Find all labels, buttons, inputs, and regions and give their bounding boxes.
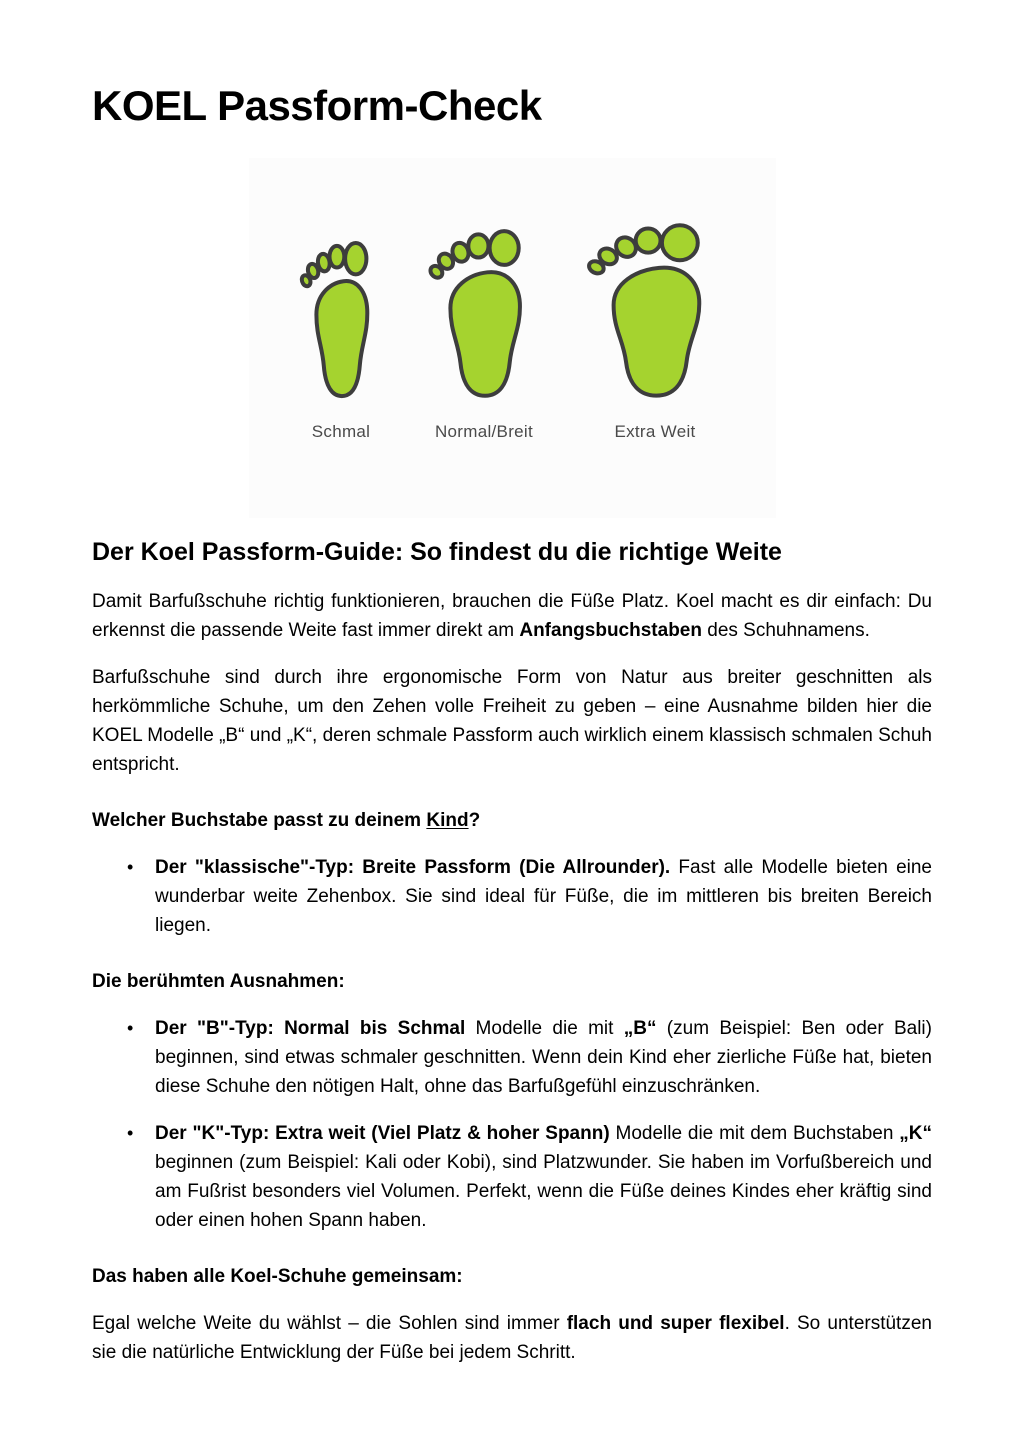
bold-text-letter-k: „K“ — [899, 1123, 932, 1145]
bold-text-anfangsbuchstaben: Anfangsbuchstaben — [519, 620, 702, 642]
text-segment: (zum Beispiel: Ben oder Bali) beginnen, sind etwas schmaler geschnitten. Wenn dein Kind eher zierliche Füße hat, bieten diese Schuhe den nötigen Halt, ohne das Barfußgefühl einzuschränken. — [155, 1018, 932, 1098]
list-item-k-typ — [125, 1119, 932, 1235]
feet-row — [249, 222, 776, 442]
foot-width-label-schmal: Schmal — [311, 422, 371, 442]
foot-figure-schmal — [300, 240, 382, 442]
bold-text-lead: Der "K"-Typ: Extra weit (Viel Platz & hoher Spann) — [155, 1123, 610, 1145]
footprint-schmal-icon — [300, 240, 382, 400]
text-segment: beginnen (zum Beispiel: Kali oder Kobi), sind Platzwunder. Sie haben im Vorfußbereich und am Fußrist besonders viel Volumen. Perfekt, wenn die Füße deines Kindes eher kräftig sind oder einen hohen Spann haben. — [155, 1152, 932, 1232]
text-segment: Modelle die mit — [465, 1018, 624, 1040]
type-list-classic — [92, 853, 932, 940]
bold-text-lead: Der "B"-Typ: Normal bis Schmal — [155, 1018, 466, 1040]
guide-heading: Der Koel Passform-Guide: So findest du die richtige Weite — [92, 538, 782, 567]
text-segment: Welcher Buchstabe passt zu deinem — [92, 810, 427, 832]
text-segment: . So unterstützen sie die natürliche Entwicklung der Füße bei jedem Schritt. — [92, 1313, 932, 1364]
bold-text-lead: Der "klassische"-Typ: Breite Passform (Die Allrounder). — [155, 857, 671, 879]
text-segment: Fast alle Modelle bieten eine wunderbar weite Zehenbox. Sie sind ideal für Füße, die im mittleren bis breiten Bereich liegen. — [155, 857, 932, 937]
footprint-extra-weit-icon — [586, 222, 724, 400]
question-heading — [92, 806, 932, 835]
list-item-klassisch-typ — [125, 853, 932, 940]
passform-illustration — [249, 158, 776, 518]
foot-width-label-extra-weit: Extra Weit — [614, 422, 696, 442]
foot-figure-normal-breit — [428, 228, 540, 442]
ergonomics-paragraph: Barfußschuhe sind durch ihre ergonomische Form von Natur aus breiter geschnitten als herkömmliche Schuhe, um den Zehen volle Freiheit zu geben – eine Ausnahme bilden hier die KOEL Modelle „B“ und „K“, deren schmale Passform auch wirklich einem klassisch schmalen Schuh entspricht. — [92, 667, 932, 776]
bold-text-flexibel: flach und super flexibel — [566, 1313, 785, 1335]
list-item-b-typ — [125, 1014, 932, 1101]
underlined-text-kind: Kind — [426, 810, 469, 832]
footprint-normal-breit-icon — [428, 228, 540, 400]
intro-paragraph — [92, 587, 932, 645]
type-list-exceptions — [92, 1014, 932, 1235]
page-title: KOEL Passform-Check — [92, 82, 542, 129]
exceptions-heading: Die berühmten Ausnahmen: — [92, 971, 345, 993]
text-segment: Egal welche Weite du wählst – die Sohlen sind immer — [92, 1313, 567, 1335]
common-heading: Das haben alle Koel-Schuhe gemeinsam: — [92, 1266, 463, 1288]
text-segment: Modelle die mit dem Buchstaben — [609, 1123, 900, 1145]
bold-text-letter-b: „B“ — [623, 1018, 657, 1040]
text-segment: Damit Barfußschuhe richtig funktionieren, brauchen die Füße Platz. Koel macht es dir einfach: Du erkennst die passende Weite fast immer direkt am — [92, 591, 932, 642]
outro-paragraph — [92, 1309, 932, 1367]
text-segment: des Schuhnamens. — [701, 620, 870, 642]
foot-figure-extra-weit — [586, 222, 724, 442]
foot-width-label-normal-breit: Normal/Breit — [434, 422, 534, 442]
text-segment: ? — [468, 810, 481, 832]
